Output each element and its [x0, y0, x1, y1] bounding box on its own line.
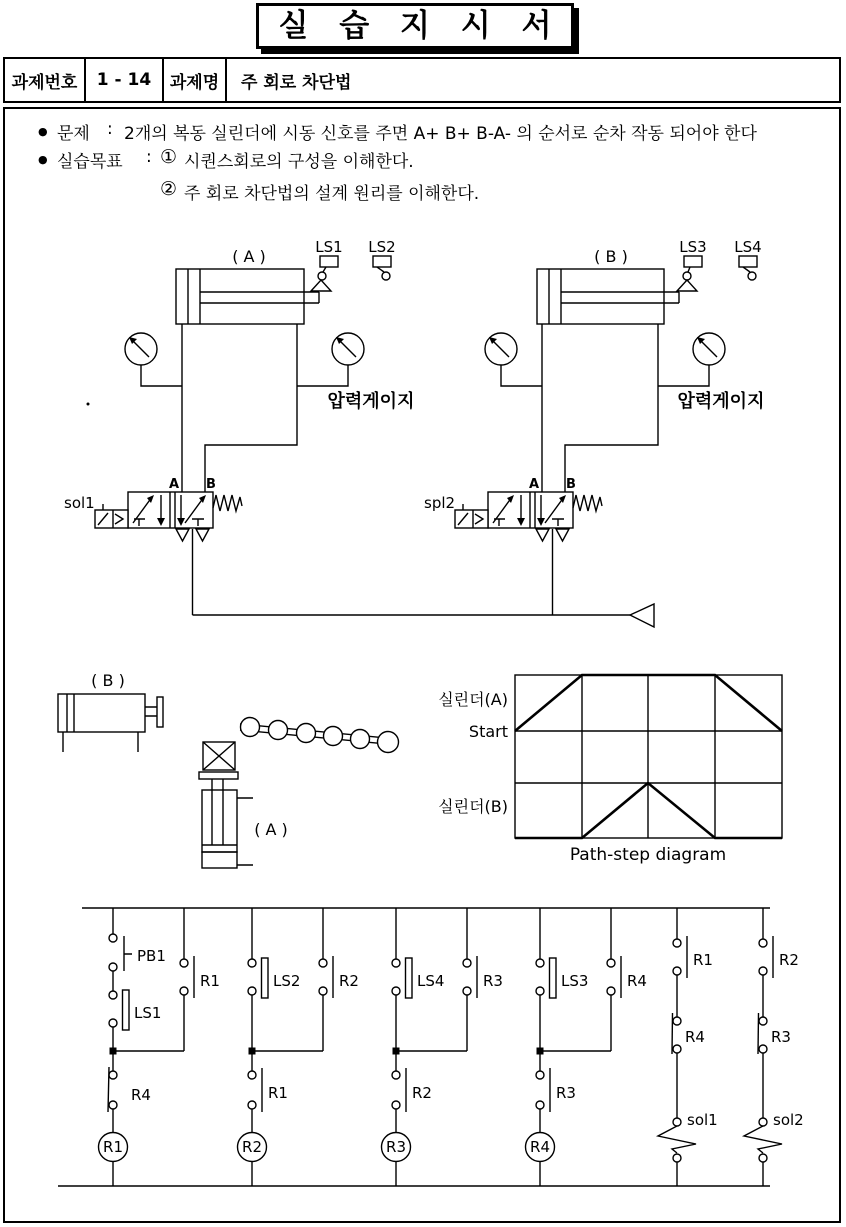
- bullet-icon: ●: [38, 153, 48, 166]
- roller-icon: [748, 272, 756, 280]
- junction-dot: [249, 1048, 256, 1055]
- parallel-r2-label: R2: [339, 972, 359, 990]
- r4-contact-label: R4: [685, 1028, 705, 1046]
- series-r1-label: R1: [268, 1084, 288, 1102]
- nc-contact-icon: [672, 1013, 673, 1054]
- spring-icon: [573, 495, 602, 511]
- parallel-r4-label: R4: [627, 972, 647, 990]
- cylinder-b-label: ( B ): [594, 247, 628, 266]
- path-step-diagram: [438, 675, 782, 865]
- gauge-label-b: 압력게이지: [677, 391, 765, 412]
- roller-icon: [318, 272, 326, 280]
- air-source-icon: [630, 604, 654, 627]
- series-r2-label: R2: [412, 1084, 432, 1102]
- nc-contact-icon: [758, 1013, 759, 1054]
- limit-contact-icon: [406, 958, 413, 998]
- r2-contact-label: R2: [779, 951, 799, 969]
- cylinder-a-label: ( A ): [232, 247, 266, 266]
- problem-label: 문제: [57, 124, 90, 144]
- application-sketch: [58, 671, 399, 868]
- ladder-rung-3: [382, 908, 503, 1186]
- path-row-a-label: 실린더(A): [438, 690, 508, 709]
- solenoid-icon: [658, 1126, 696, 1153]
- ladder-rung-2: [238, 908, 359, 1186]
- ladder-rung-4: [526, 908, 647, 1186]
- path-start-label: Start: [468, 722, 508, 741]
- app-cylinder-b-label: ( B ): [91, 671, 125, 690]
- task-no-value: 1 - 14: [86, 59, 164, 101]
- ls4-contact-label: LS4: [417, 972, 445, 990]
- r3-contact-label: R3: [771, 1028, 791, 1046]
- junction-dot: [110, 1048, 117, 1055]
- spring-icon: [213, 495, 242, 511]
- roller-icon: [382, 272, 390, 280]
- ls1-contact-label: LS1: [134, 1004, 162, 1022]
- pressure-gauge-icon: [297, 333, 364, 386]
- coil-r1-label: R1: [103, 1138, 123, 1156]
- junction-dot: [393, 1048, 400, 1055]
- goal-label: 실습목표: [57, 152, 123, 172]
- path-row-b-label: 실린더(B): [438, 797, 508, 816]
- parallel-r1-label: R1: [200, 972, 220, 990]
- ls1-label: LS1: [315, 238, 343, 256]
- task-no-label: 과제번호: [5, 59, 86, 101]
- coil-r4-label: R4: [530, 1138, 550, 1156]
- page-title: 실 습 지 시 서: [256, 3, 574, 49]
- pushbutton-icon: [124, 936, 132, 971]
- series-r3-label: R3: [556, 1084, 576, 1102]
- app-cylinder-a-label: ( A ): [254, 820, 288, 839]
- path-step-caption: Path-step diagram: [569, 845, 727, 865]
- parallel-r3-label: R3: [483, 972, 503, 990]
- valve-5-2-icon: [455, 492, 602, 541]
- pipe-b-port: [565, 324, 658, 492]
- sol2-output-label: sol2: [773, 1111, 804, 1129]
- stray-mark: [87, 403, 90, 406]
- sol1-output-label: sol1: [687, 1111, 718, 1129]
- ls3-contact-label: LS3: [561, 972, 589, 990]
- solenoid-icon: [744, 1126, 782, 1153]
- limit-contact-icon: [550, 958, 557, 998]
- valve-b-port-b-label: B: [566, 477, 576, 492]
- sol1-label: sol1: [64, 494, 95, 512]
- limit-contact-icon: [262, 958, 269, 998]
- app-cylinder-b-symbol: [58, 694, 163, 752]
- roller-conveyor-icon: [240, 718, 399, 753]
- task-name-label: 과제명: [164, 59, 227, 101]
- r1-contact-label: R1: [693, 951, 713, 969]
- pb1-label: PB1: [137, 947, 166, 965]
- ls3-label: LS3: [679, 238, 707, 256]
- valve-5-2-icon: [95, 492, 242, 541]
- problem-text: 2개의 복동 실린더에 시동 신호를 주면 A+ B+ B-A- 의 순서로 순차 작동 되어야 한다: [124, 124, 757, 144]
- cylinder-b-symbol: [537, 269, 679, 324]
- limit-switch-ls4: [734, 238, 761, 280]
- limit-switch-ls1: [311, 238, 343, 291]
- pneumatic-circuit-a: [64, 238, 414, 615]
- pressure-gauge-icon: [658, 333, 725, 386]
- ls2-contact-label: LS2: [273, 972, 301, 990]
- ladder-rung-6: [744, 908, 804, 1186]
- coil-r3-label: R3: [386, 1138, 406, 1156]
- problem-colon: :: [107, 119, 113, 139]
- series-r4-label: R4: [131, 1086, 151, 1104]
- valve-b-port-a-label: A: [528, 477, 540, 492]
- valve-a-port-b-label: B: [206, 477, 216, 492]
- pipe-b-port: [205, 324, 297, 492]
- limit-switch-ls3: [677, 238, 707, 291]
- coil-r2-label: R2: [242, 1138, 262, 1156]
- roller-icon: [683, 272, 691, 280]
- pneumatic-circuit-b: [424, 238, 764, 615]
- pressure-gauge-icon: [125, 333, 182, 386]
- app-cylinder-a-symbol: [199, 742, 253, 868]
- valve-a-port-a-label: A: [168, 477, 180, 492]
- nc-contact-icon: [108, 1067, 109, 1112]
- goal-colon: :: [146, 147, 152, 167]
- goal1-text: 시퀀스회로의 구성을 이해한다.: [184, 152, 414, 172]
- gauge-label-a: 압력게이지: [327, 391, 415, 412]
- ls2-label: LS2: [368, 238, 396, 256]
- cylinder-a-symbol: [176, 269, 319, 324]
- ladder-rung-5: [658, 908, 718, 1186]
- spl2-label: spl2: [424, 494, 456, 512]
- goal2-number: ②: [160, 178, 178, 200]
- task-name-value: 주 회로 차단법: [241, 72, 352, 93]
- ladder-diagram: [58, 908, 804, 1186]
- junction-dot: [537, 1048, 544, 1055]
- goal1-number: ①: [160, 146, 178, 168]
- ls4-label: LS4: [734, 238, 762, 256]
- goal2-text: 주 회로 차단법의 설계 원리를 이해한다.: [184, 184, 480, 204]
- pressure-gauge-icon: [485, 333, 542, 386]
- ladder-rung-1: [99, 908, 220, 1186]
- limit-switch-ls2: [368, 238, 395, 280]
- limit-contact-icon: [123, 990, 130, 1030]
- bullet-icon: ●: [38, 125, 48, 138]
